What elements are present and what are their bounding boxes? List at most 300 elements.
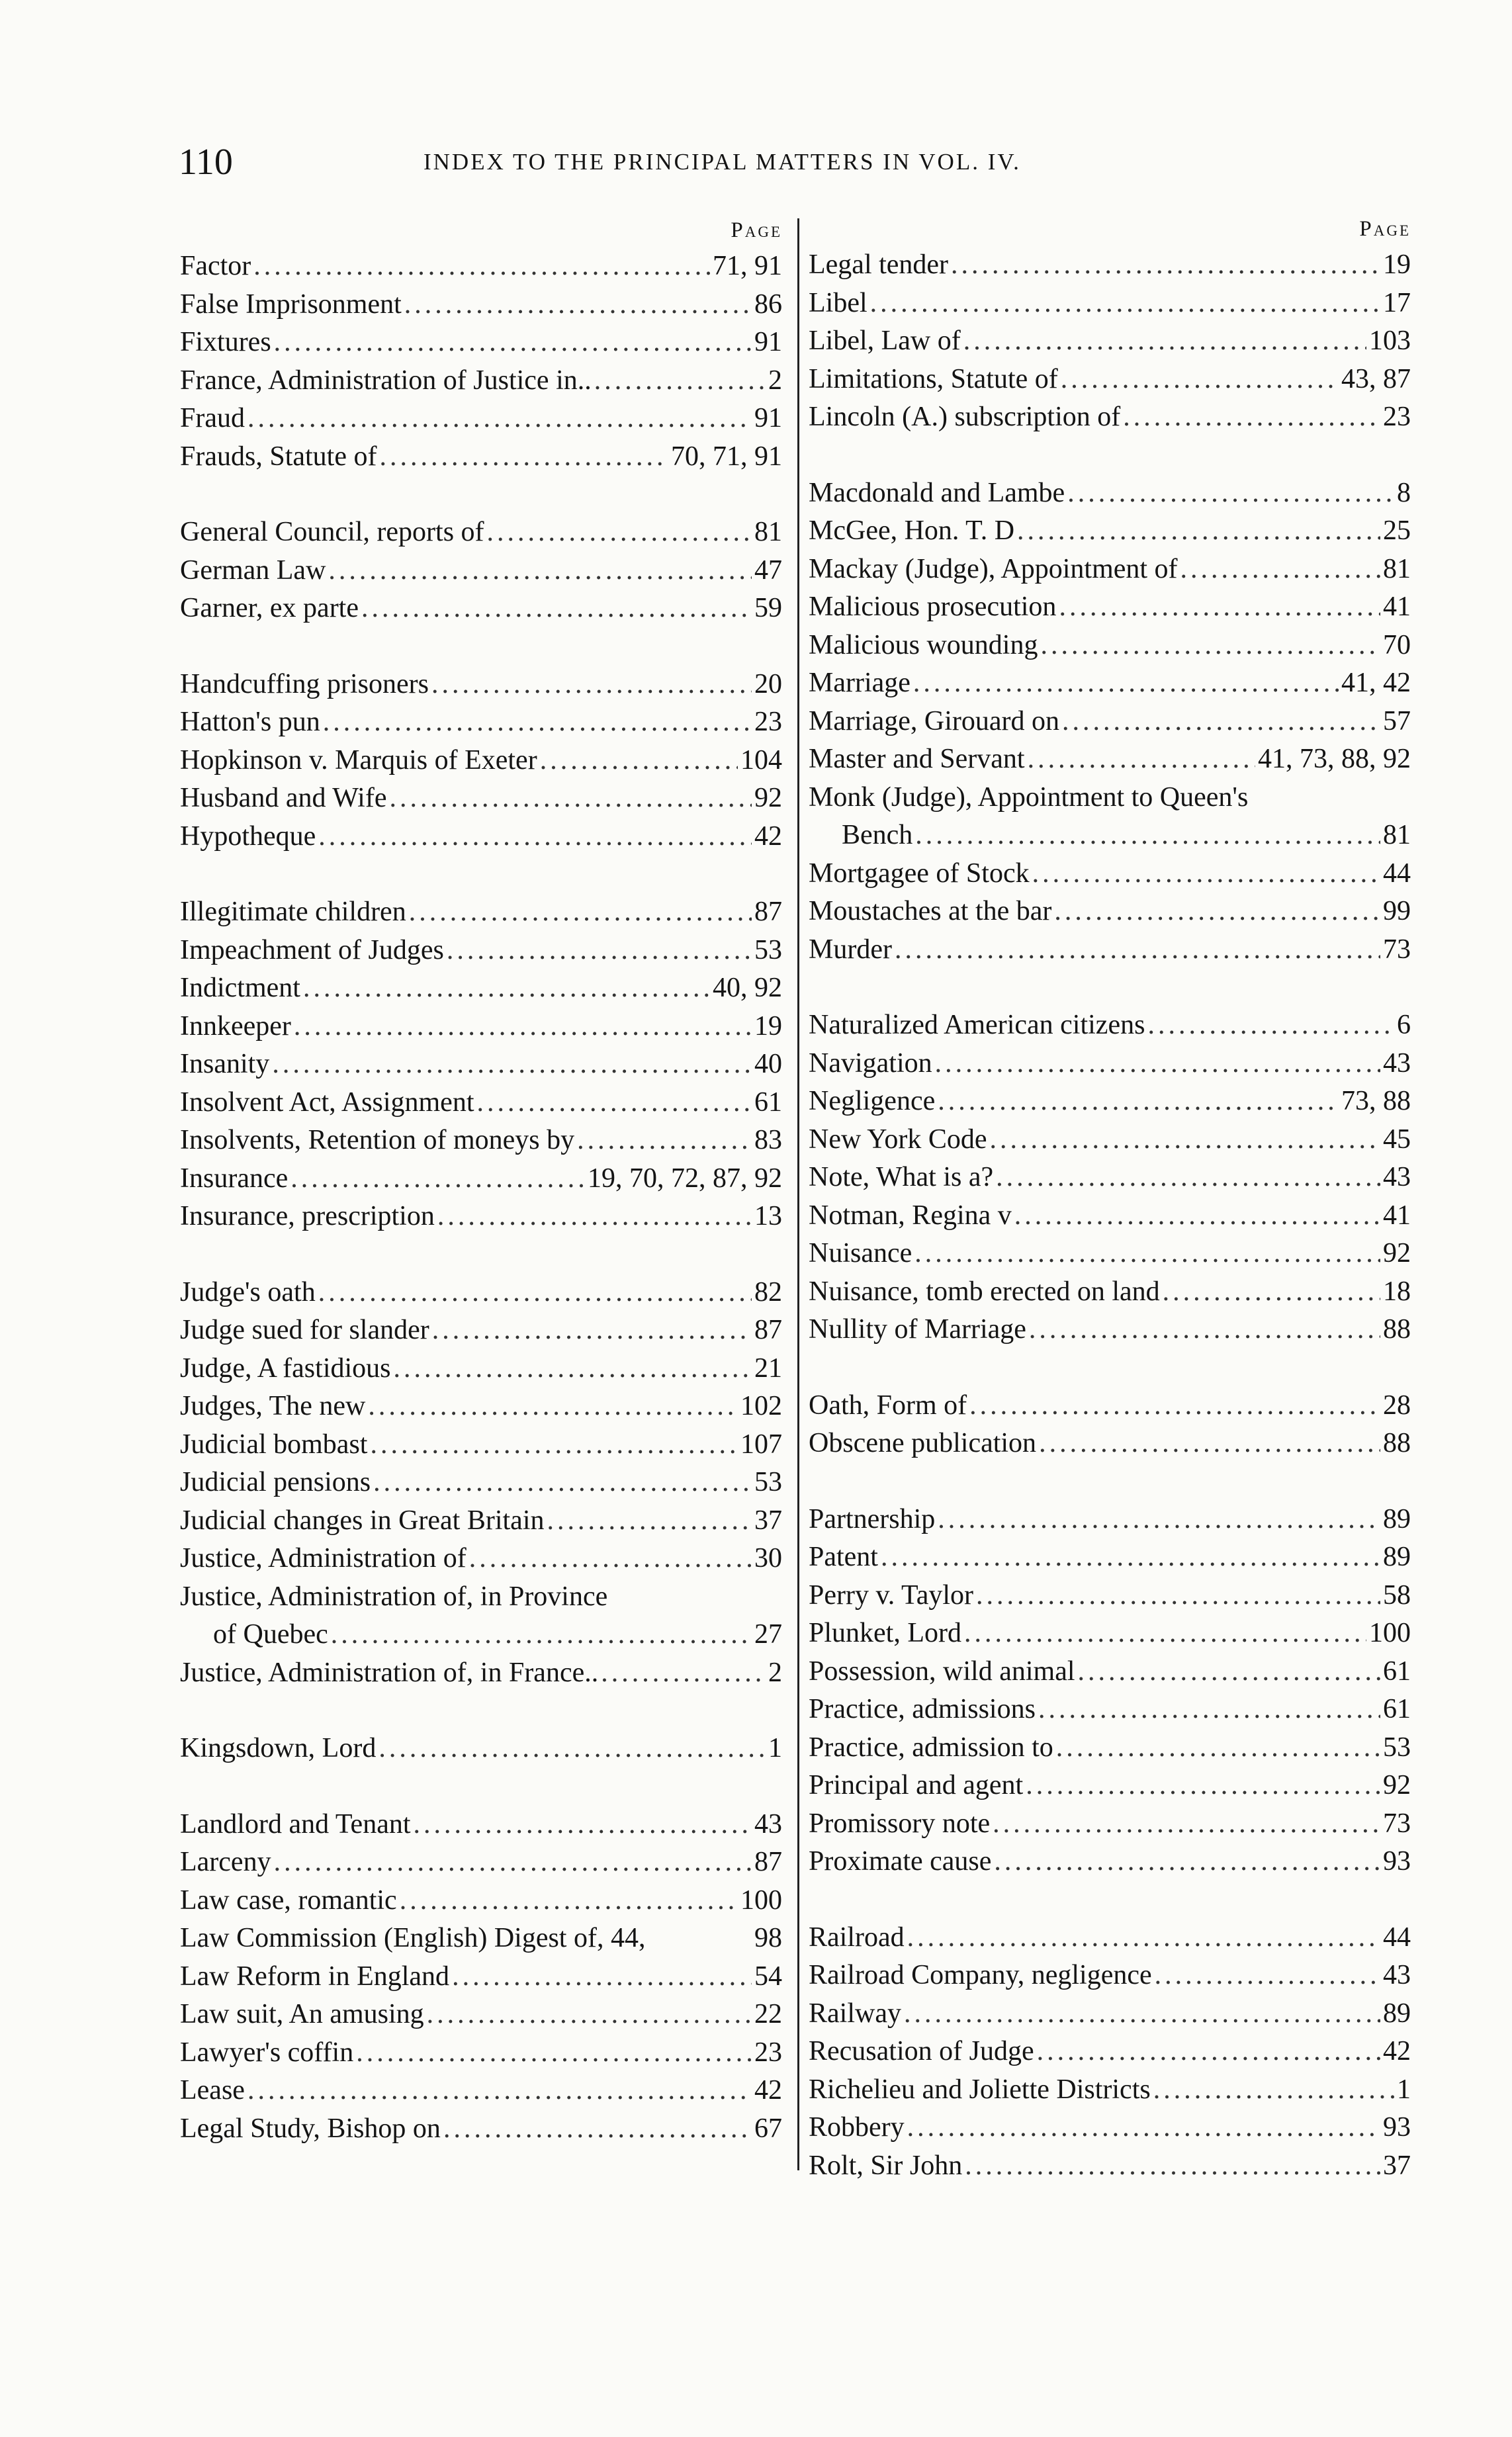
entry-label: Insurance, prescription [180, 1201, 435, 1231]
index-entry [809, 1501, 1411, 1539]
entry-label: Bench [842, 820, 913, 850]
index-entry [809, 1159, 1411, 1197]
index-entry [180, 1311, 782, 1350]
index-entry-list [180, 247, 782, 2148]
entry-label: Judge sued for slander [180, 1315, 429, 1345]
entry-label: Innkeeper [180, 1010, 291, 1041]
index-entry [809, 1121, 1411, 1159]
entry-label: Recusation of Judge [809, 2036, 1034, 2066]
entry-pages: 17 [1383, 287, 1411, 318]
entry-pages: 43, 87 [1341, 363, 1411, 394]
entry-pages: 61 [754, 1086, 782, 1118]
leader-dots [487, 513, 752, 552]
entry-pages: 21 [754, 1352, 782, 1384]
entry-label: Insurance [180, 1163, 289, 1194]
entry-label: Law case, romantic [180, 1884, 397, 1916]
index-entry [180, 438, 782, 476]
entry-label: Principal and agent [809, 1770, 1024, 1800]
leader-dots [993, 1805, 1380, 1843]
entry-pages: 19 [754, 1010, 782, 1041]
index-entry [809, 779, 1411, 817]
entry-pages: 41 [1383, 1200, 1411, 1231]
entry-label: of Quebec [213, 1619, 328, 1650]
entry-label: Hatton's pun [180, 707, 320, 737]
leader-dots [447, 932, 752, 970]
index-entry [180, 779, 782, 818]
entry-pages: 47 [754, 554, 782, 586]
leader-dots [1067, 474, 1394, 513]
index-entry [180, 893, 782, 932]
entry-label: Fixtures [180, 327, 271, 357]
index-entry [180, 969, 782, 1008]
entry-pages: 70, 71, 91 [671, 441, 782, 472]
entry-pages: 98 [754, 1923, 782, 1953]
index-column-left [180, 213, 782, 2148]
entry-pages: 59 [754, 593, 782, 623]
leader-dots [547, 1502, 752, 1540]
leader-dots [469, 1540, 752, 1578]
entry-label: Larceny [180, 1847, 271, 1877]
entry-label: Judges, The new [180, 1391, 366, 1421]
entry-label: Kingsdown, Lord [180, 1733, 377, 1763]
leader-dots [361, 590, 752, 628]
index-entry [809, 1805, 1411, 1843]
entry-label: McGee, Hon. T. D [809, 515, 1015, 546]
entry-pages: 43 [1383, 1047, 1411, 1079]
leader-dots [303, 969, 710, 1008]
leader-dots [389, 779, 752, 818]
index-entry [809, 627, 1411, 665]
entry-pages: 86 [754, 288, 782, 320]
entry-pages: 67 [754, 2113, 782, 2144]
leader-dots [409, 893, 752, 932]
index-entry [809, 1995, 1411, 2033]
leader-dots [274, 1843, 752, 1882]
entry-pages: 44 [1383, 858, 1411, 889]
leader-dots [1054, 893, 1380, 931]
leader-dots [1056, 1729, 1380, 1767]
leader-dots [373, 1464, 752, 1502]
leader-dots [290, 1160, 585, 1198]
index-entry [809, 512, 1411, 551]
page-column-heading: Page [731, 218, 782, 242]
entry-pages: 22 [754, 1999, 782, 2029]
leader-dots [938, 1501, 1380, 1539]
index-entry [180, 1882, 782, 1920]
index-entry [809, 1425, 1411, 1463]
index-entry [809, 1273, 1411, 1311]
index-entry [809, 398, 1411, 437]
leader-dots [378, 1730, 766, 1768]
entry-label: General Council, reports of [180, 517, 484, 547]
leader-dots [994, 1843, 1380, 1881]
index-entry [180, 1198, 782, 1236]
index-entry [809, 1767, 1411, 1805]
index-entry [809, 2071, 1411, 2109]
index-entry [180, 1578, 782, 1617]
entry-pages: 40 [754, 1049, 782, 1079]
entry-label: France, Administration of Justice in.. [180, 365, 592, 396]
leader-dots [404, 286, 752, 324]
entry-label: Law suit, An amusing [180, 1999, 424, 2029]
entry-pages: 82 [754, 1276, 782, 1307]
entry-pages: 18 [1383, 1276, 1411, 1307]
running-head [179, 136, 1436, 189]
leader-dots [1032, 855, 1380, 893]
entry-label: Hypotheque [180, 820, 316, 852]
leader-dots [996, 1159, 1380, 1197]
index-entry [180, 362, 782, 400]
index-entry [180, 1426, 782, 1464]
leader-dots [1029, 1311, 1380, 1349]
leader-dots [540, 742, 738, 780]
leader-dots [272, 1045, 752, 1084]
index-entry [809, 588, 1411, 627]
index-entry [809, 1615, 1411, 1653]
page-column-heading: Page [1359, 217, 1411, 241]
entry-label: Possession, wild animal [809, 1656, 1075, 1687]
index-entry [180, 1122, 782, 1160]
entry-label: Mackay (Judge), Appointment of [809, 553, 1178, 584]
index-entry [809, 2109, 1411, 2147]
leader-dots [427, 1996, 752, 2034]
entry-label: Hopkinson v. Marquis of Exeter [180, 744, 537, 775]
index-entry-list [809, 246, 1411, 2185]
index-entry [809, 2033, 1411, 2071]
entry-label: Libel [809, 287, 867, 318]
index-entry [809, 1729, 1411, 1767]
index-entry [180, 513, 782, 552]
index-entry [809, 246, 1411, 285]
entry-label: Perry v. Taylor [809, 1579, 974, 1611]
entry-pages: 37 [754, 1505, 782, 1536]
entry-pages: 58 [1383, 1579, 1411, 1611]
index-entry [809, 1311, 1411, 1349]
leader-dots [965, 2147, 1380, 2186]
leader-dots [294, 1008, 752, 1046]
entry-label: Husband and Wife [180, 783, 387, 813]
entry-pages: 1 [1397, 2074, 1411, 2105]
entry-label: Justice, Administration of, in Province [180, 1581, 608, 1612]
entry-pages: 13 [754, 1201, 782, 1231]
entry-label: Railroad Company, negligence [809, 1960, 1152, 1990]
entry-pages: 54 [754, 1961, 782, 1992]
index-entry [180, 1045, 782, 1084]
entry-label: Navigation [809, 1047, 932, 1079]
index-entry [180, 818, 782, 856]
entry-pages: 42 [754, 820, 782, 852]
entry-pages: 87 [754, 1847, 782, 1877]
index-entry [809, 1083, 1411, 1121]
entry-label: Indictment [180, 973, 300, 1003]
index-entry [180, 590, 782, 628]
entry-pages: 40, 92 [713, 973, 782, 1003]
entry-label: Law Reform in England [180, 1961, 450, 1992]
entry-label: Limitations, Statute of [809, 363, 1058, 394]
column-divider [797, 218, 799, 2170]
entry-pages: 100 [1369, 1618, 1411, 1648]
entry-label: Partnership [809, 1503, 936, 1534]
index-entry [809, 855, 1411, 893]
entry-pages: 1 [768, 1733, 782, 1763]
entry-pages: 44 [1383, 1922, 1411, 1953]
entry-label: Impeachment of Judges [180, 934, 444, 965]
entry-pages: 27 [754, 1619, 782, 1650]
leader-dots [432, 1311, 752, 1350]
index-entry [809, 361, 1411, 399]
entry-pages: 41, 73, 88, 92 [1258, 744, 1411, 774]
entry-pages: 53 [1383, 1732, 1411, 1763]
leader-dots [969, 1387, 1380, 1425]
entry-pages: 91 [754, 403, 782, 433]
leader-dots [1028, 740, 1255, 779]
index-entry [809, 1577, 1411, 1615]
entry-label: False Imprisonment [180, 288, 402, 320]
leader-dots [904, 1995, 1380, 2033]
index-entry [809, 1006, 1411, 1045]
leader-dots [1123, 398, 1380, 437]
index-entry [809, 817, 1411, 855]
leader-dots [431, 666, 752, 704]
leader-dots [964, 1615, 1366, 1653]
entry-label: Fraud [180, 403, 245, 433]
page-title: INDEX TO THE PRINCIPAL MATTERS IN VOL. IV. [423, 149, 1021, 175]
index-entry [180, 666, 782, 704]
entry-label: Naturalized American citizens [809, 1010, 1145, 1040]
index-entry [809, 2147, 1411, 2186]
leader-dots [247, 400, 752, 438]
leader-dots [938, 1083, 1339, 1121]
entry-pages: 92 [754, 783, 782, 813]
entry-pages: 8 [1397, 477, 1411, 508]
leader-dots [356, 2034, 752, 2072]
index-entry [180, 247, 782, 286]
leader-dots [907, 1919, 1380, 1957]
leader-dots [331, 1616, 752, 1654]
leader-dots [1163, 1273, 1380, 1311]
index-entry [180, 286, 782, 324]
index-entry [180, 552, 782, 590]
leader-dots [368, 1388, 738, 1426]
leader-dots [914, 1235, 1380, 1273]
leader-dots [1037, 2033, 1380, 2071]
leader-dots [1153, 2071, 1394, 2109]
entry-pages: 28 [1383, 1390, 1411, 1421]
leader-dots [913, 664, 1339, 703]
entry-pages: 6 [1397, 1010, 1411, 1040]
entry-pages: 61 [1383, 1656, 1411, 1687]
entry-pages: 107 [740, 1429, 782, 1460]
entry-pages: 20 [754, 668, 782, 699]
entry-pages: 73 [1383, 1808, 1411, 1839]
index-entry [180, 1084, 782, 1122]
index-entry [180, 1996, 782, 2034]
entry-pages: 42 [1383, 2036, 1411, 2066]
leader-dots [1155, 1957, 1380, 1995]
leader-dots [437, 1198, 752, 1236]
entry-pages: 91 [754, 327, 782, 357]
entry-pages: 93 [1383, 1846, 1411, 1877]
entry-pages: 23 [1383, 402, 1411, 432]
index-entry [809, 1653, 1411, 1691]
index-entry [180, 2072, 782, 2110]
entry-label: Garner, ex parte [180, 593, 359, 623]
leader-dots [1038, 1691, 1380, 1729]
index-entry [180, 2034, 782, 2072]
leader-dots [594, 362, 766, 400]
page-number: 110 [179, 142, 233, 183]
index-entry [180, 932, 782, 970]
entry-label: Handcuffing prisoners [180, 668, 429, 699]
index-entry [180, 1616, 782, 1654]
entry-label: Note, What is a? [809, 1162, 994, 1192]
index-entry [180, 1350, 782, 1388]
index-entry [180, 400, 782, 438]
entry-label: Macdonald and Lambe [809, 477, 1065, 508]
entry-label: Promissory note [809, 1808, 991, 1839]
entry-pages: 89 [1383, 1503, 1411, 1534]
entry-pages: 23 [754, 2037, 782, 2068]
entry-label: Notman, Regina v [809, 1200, 1012, 1231]
index-entry [180, 1540, 782, 1578]
entry-label: Judicial changes in Great Britain [180, 1505, 545, 1536]
leader-dots [1026, 1767, 1380, 1805]
index-entry [180, 324, 782, 362]
entry-pages: 2 [768, 365, 782, 396]
entry-pages: 100 [740, 1884, 782, 1916]
entry-pages: 73, 88 [1341, 1086, 1411, 1116]
leader-dots [1040, 627, 1380, 665]
entry-label: Insolvents, Retention of moneys by [180, 1125, 575, 1155]
entry-pages: 25 [1383, 515, 1411, 546]
index-entry [809, 664, 1411, 703]
entry-pages: 19, 70, 72, 87, 92 [588, 1163, 782, 1194]
entry-pages: 81 [1383, 553, 1411, 584]
index-entry [180, 1730, 782, 1768]
entry-pages: 45 [1383, 1124, 1411, 1155]
leader-dots [1014, 1197, 1380, 1235]
entry-label: Nuisance [809, 1238, 912, 1268]
leader-dots [963, 322, 1366, 361]
entry-label: Lawyer's coffin [180, 2037, 354, 2068]
entry-label: Murder [809, 934, 892, 965]
entry-label: Legal Study, Bishop on [180, 2113, 441, 2144]
index-entry [180, 1008, 782, 1046]
index-entry [809, 285, 1411, 323]
leader-dots [951, 246, 1380, 285]
index-entry [809, 322, 1411, 361]
entry-label: Malicious wounding [809, 629, 1038, 660]
entry-pages: 30 [754, 1543, 782, 1573]
leader-dots [394, 1350, 752, 1388]
index-entry [809, 1235, 1411, 1273]
index-entry [809, 740, 1411, 779]
leader-dots [414, 1806, 752, 1844]
entry-pages: 2 [768, 1657, 782, 1688]
index-entry [809, 551, 1411, 589]
leader-dots [881, 1538, 1380, 1577]
entry-label: Landlord and Tenant [180, 1808, 411, 1839]
entry-label: Malicious prosecution [809, 592, 1057, 622]
leader-dots [1147, 1006, 1394, 1045]
leader-dots [318, 1274, 752, 1312]
index-entry [180, 1654, 782, 1693]
index-entry [809, 1045, 1411, 1083]
entry-pages: 87 [754, 897, 782, 927]
entry-label: Frauds, Statute of [180, 441, 377, 472]
entry-label: Justice, Administration of, in France.. [180, 1657, 599, 1688]
leader-dots [400, 1882, 738, 1920]
index-entry [809, 1197, 1411, 1235]
leader-dots [935, 1045, 1380, 1083]
entry-label: Marriage [809, 668, 911, 698]
entry-label: Patent [809, 1542, 878, 1572]
entry-label: Moustaches at the bar [809, 896, 1052, 926]
entry-label: Practice, admission to [809, 1732, 1053, 1763]
index-entry [180, 1274, 782, 1312]
leader-dots [870, 285, 1380, 323]
entry-label: Judge, A fastidious [180, 1352, 391, 1384]
entry-label: Insolvent Act, Assignment [180, 1086, 474, 1118]
entry-label: Monk (Judge), Appointment to Queen's [809, 781, 1249, 813]
entry-label: Railroad [809, 1922, 905, 1953]
index-entry [809, 893, 1411, 931]
index-entry [180, 1806, 782, 1844]
entry-label: Lease [180, 2075, 245, 2105]
entry-label: German Law [180, 554, 326, 586]
entry-pages: 19 [1383, 249, 1411, 280]
index-entry [809, 1387, 1411, 1425]
entry-label: Law Commission (English) Digest of, 44, [180, 1923, 646, 1953]
entry-label: Master and Servant [809, 744, 1025, 774]
entry-label: Judicial bombast [180, 1429, 368, 1460]
entry-pages: 103 [1369, 326, 1411, 356]
leader-dots [318, 818, 752, 856]
leader-dots [274, 324, 752, 362]
entry-label: Railway [809, 1998, 901, 2029]
entry-label: Judicial pensions [180, 1467, 371, 1497]
entry-label: Libel, Law of [809, 326, 961, 356]
entry-pages: 43 [754, 1808, 782, 1839]
entry-pages: 61 [1383, 1694, 1411, 1724]
index-entry [809, 1691, 1411, 1729]
index-entry [180, 742, 782, 780]
leader-dots [328, 552, 752, 590]
entry-pages: 81 [1383, 820, 1411, 850]
index-entry [180, 1160, 782, 1198]
index-entry [809, 931, 1411, 969]
entry-pages: 92 [1383, 1238, 1411, 1268]
entry-label: Lincoln (A.) subscription of [809, 402, 1121, 432]
entry-pages: 81 [754, 517, 782, 547]
index-entry [180, 1388, 782, 1426]
index-entry [180, 1920, 782, 1958]
leader-dots [990, 1121, 1380, 1159]
entry-label: Negligence [809, 1086, 936, 1116]
entry-pages: 89 [1383, 1998, 1411, 2029]
entry-pages: 57 [1383, 705, 1411, 736]
index-entry [809, 1919, 1411, 1957]
entry-label: Marriage, Girouard on [809, 705, 1060, 736]
index-entry [809, 703, 1411, 741]
entry-pages: 83 [754, 1125, 782, 1155]
entry-pages: 43 [1383, 1162, 1411, 1192]
leader-dots [253, 247, 710, 286]
entry-pages: 102 [740, 1391, 782, 1421]
entry-label: Insanity [180, 1049, 270, 1079]
leader-dots [577, 1122, 752, 1160]
entry-label: Obscene publication [809, 1428, 1037, 1458]
